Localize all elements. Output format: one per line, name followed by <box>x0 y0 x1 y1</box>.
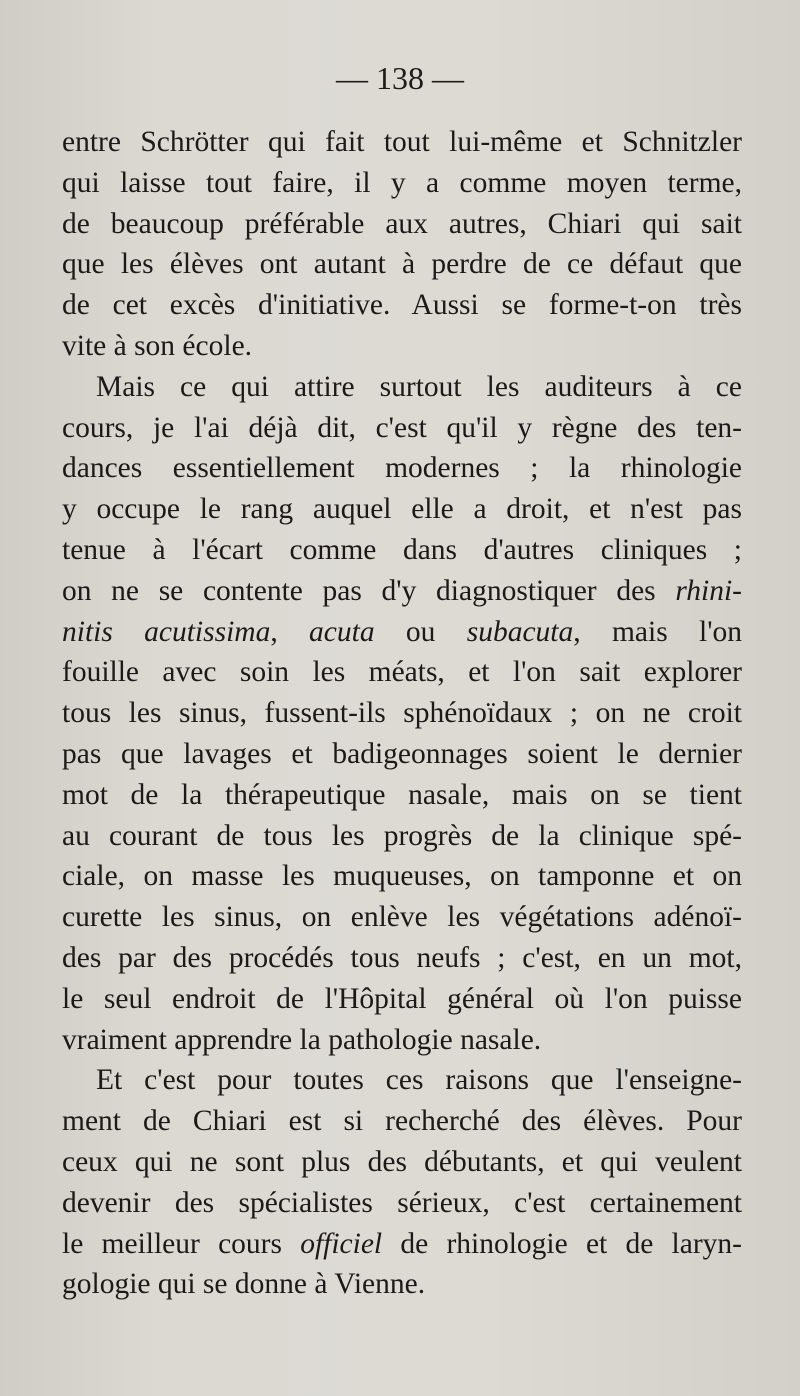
text-line <box>62 285 742 326</box>
text-run: tenue à l'écart comme dans d'autres cliniques ; <box>62 533 742 566</box>
text-line <box>62 734 742 775</box>
text-run: ciale, on masse les muqueuses, on tamponne et on <box>62 860 742 893</box>
text-run: Mais ce qui attire surtout les auditeurs à ce <box>96 370 742 403</box>
italic-text: nitis acutissima <box>62 615 271 648</box>
text-line <box>62 1020 742 1061</box>
text-run: , mais l'on <box>573 615 743 648</box>
text-line <box>62 938 742 979</box>
text-run: pas que lavages et badigeonnages soient le dernier <box>62 737 742 770</box>
text-run: ou <box>374 615 467 648</box>
text-run: Et c'est pour toutes ces raisons que l'enseigne- <box>96 1064 742 1097</box>
italic-text: rhini- <box>675 574 742 607</box>
text-line <box>62 448 742 489</box>
page-number: — 138 — <box>336 60 464 96</box>
text-run: de cet excès d'initiative. Aussi se forme-t-on très <box>62 289 742 322</box>
text-run: fouille avec soin les méats, et l'on sait explorer <box>62 656 742 689</box>
text-line <box>62 122 742 163</box>
paragraph <box>62 1060 742 1305</box>
text-run: on ne se contente pas d'y diagnostiquer des <box>62 574 676 607</box>
text-line <box>62 652 742 693</box>
text-run: qui laisse tout faire, il y a comme moyen terme, <box>62 166 742 199</box>
text-line <box>62 367 742 408</box>
paragraph <box>62 122 742 367</box>
text-run: que les élèves ont autant à perdre de ce défaut que <box>62 248 742 281</box>
italic-text: officiel <box>300 1227 383 1260</box>
text-run: , <box>270 615 310 648</box>
text-run: tous les sinus, fussent-ils sphénoïdaux ; on ne croit <box>62 697 742 730</box>
text-line <box>62 1101 742 1142</box>
text-line <box>62 1264 742 1305</box>
text-line <box>62 244 742 285</box>
text-line <box>62 979 742 1020</box>
text-run: ment de Chiari est si recherché des élèves. Pour <box>62 1105 742 1138</box>
text-line <box>62 816 742 857</box>
text-run: mot de la thérapeutique nasale, mais on se tient <box>62 778 742 811</box>
text-line <box>62 163 742 204</box>
text-line <box>62 612 742 653</box>
text-run: ceux qui ne sont plus des débutants, et qui veulent <box>62 1145 742 1178</box>
text-line <box>62 1183 742 1224</box>
text-run: vite à son école. <box>62 329 253 362</box>
text-line <box>62 408 742 449</box>
text-line <box>62 775 742 816</box>
text-run: dances essentiellement modernes ; la rhinologie <box>62 452 742 485</box>
text-run: de beaucoup préférable aux autres, Chiari qui sait <box>62 207 742 240</box>
text-line <box>62 489 742 530</box>
italic-text: subacuta <box>466 615 574 648</box>
text-line <box>62 693 742 734</box>
text-run: curette les sinus, on enlève les végétations adénoï- <box>62 901 742 934</box>
text-run: y occupe le rang auquel elle a droit, et n'est pas <box>62 493 742 526</box>
text-run: cours, je l'ai déjà dit, c'est qu'il y règne des ten- <box>62 411 742 444</box>
text-line <box>62 897 742 938</box>
text-run: devenir des spécialistes sérieux, c'est certainement <box>62 1186 742 1219</box>
text-line <box>62 571 742 612</box>
text-run: gologie qui se donne à Vienne. <box>62 1268 426 1301</box>
text-run: des par des procédés tous neufs ; c'est, en un mot, <box>62 941 742 974</box>
text-run: le meilleur cours <box>62 1227 301 1260</box>
text-line <box>62 1060 742 1101</box>
text-run: vraiment apprendre la pathologie nasale. <box>62 1023 542 1056</box>
paragraph <box>62 367 742 1061</box>
text-line <box>62 326 742 367</box>
text-run: de rhinologie et de laryn- <box>382 1227 742 1260</box>
text-line <box>62 1224 742 1265</box>
text-line <box>62 856 742 897</box>
text-line <box>62 530 742 571</box>
text-run: au courant de tous les progrès de la clinique spé- <box>62 819 742 852</box>
text-run: entre Schrötter qui fait tout lui-même et Schnitzler <box>62 126 742 158</box>
text-line <box>62 204 742 245</box>
text-line <box>62 1142 742 1183</box>
body-text <box>62 122 742 1305</box>
text-run: le seul endroit de l'Hôpital général où l'on puisse <box>62 982 742 1015</box>
italic-text: acuta <box>309 615 375 648</box>
